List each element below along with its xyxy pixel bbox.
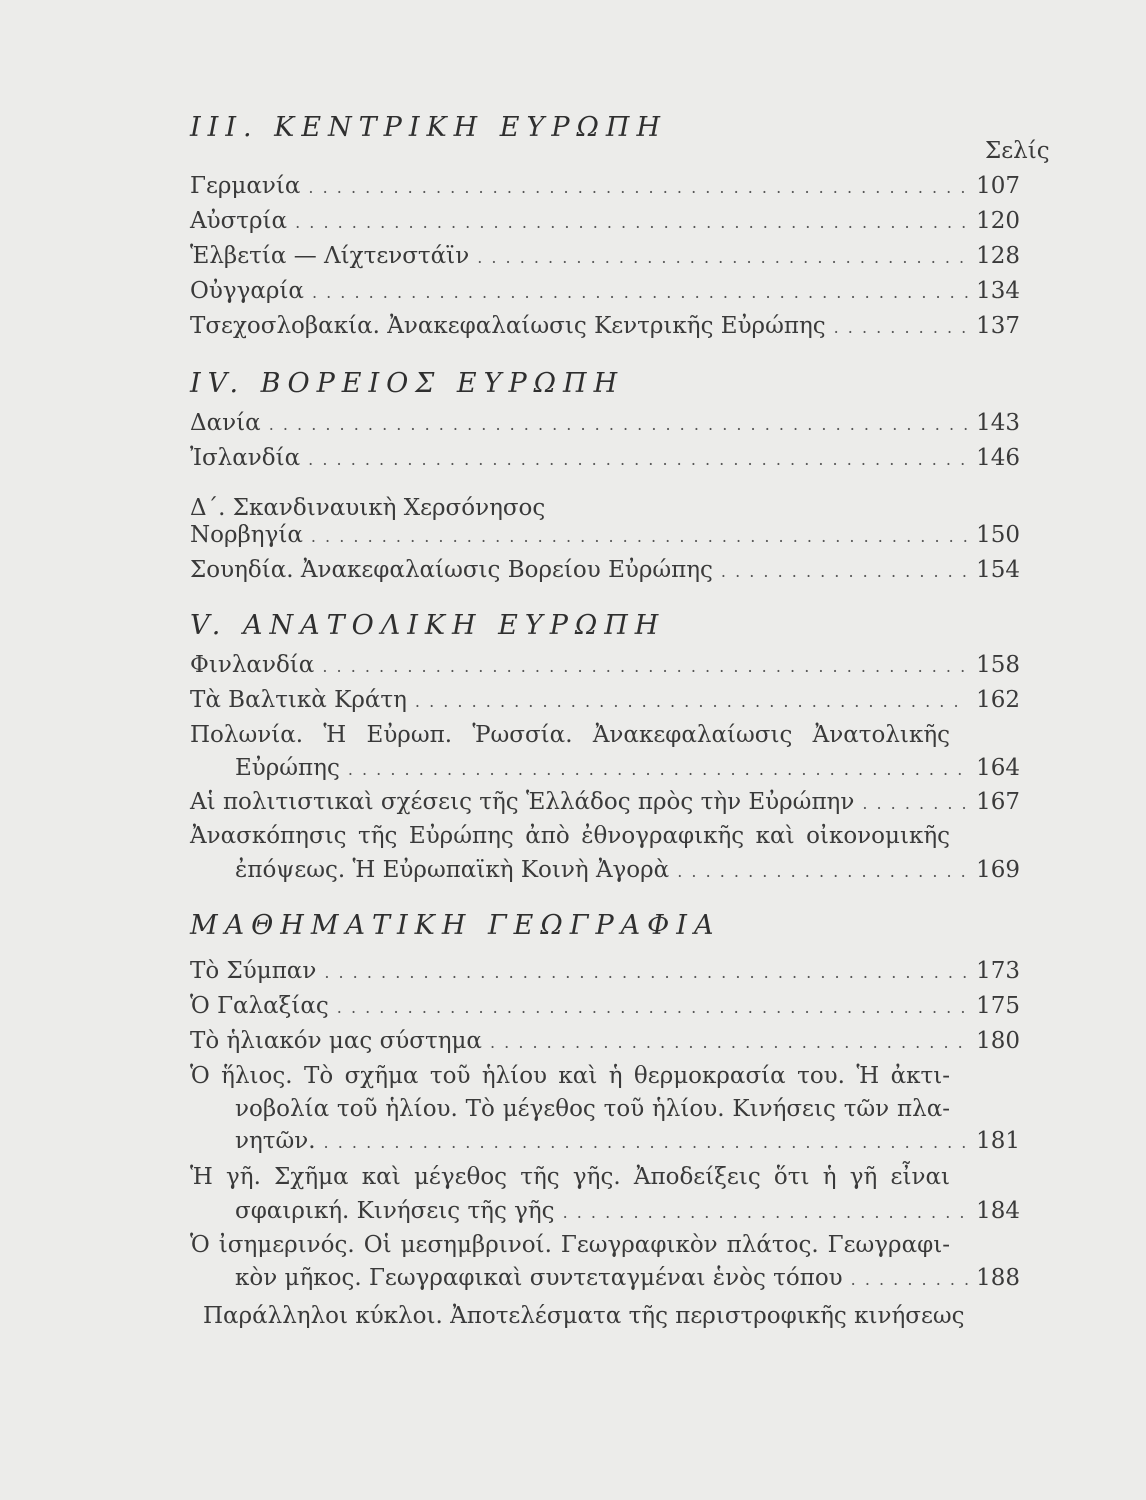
toc-entry: Οὐγγαρία . . . 134	[190, 278, 1020, 312]
section-heading-northern-europe: IV. ΒΟΡΕΙΟΣ ΕΥΡΩΠΗ	[190, 368, 625, 399]
toc-entry: Ἑλβετία — Λίχτενστάϊν . . . 128	[190, 243, 1020, 277]
toc-entry-line: Ὁ ἰσημερινός. Οἱ μεσημβρινοί. Γεωγραφικὸν πλάτος. Γεωγραφι-	[190, 1232, 950, 1258]
toc-entry: Σουηδία. Ἀνακεφαλαίωσις Βορείου Εὐρώπης . . . 154	[190, 557, 1020, 591]
toc-entry: Τὸ Σύμπαν . . . 173	[190, 958, 1020, 992]
toc-entry: ἐπόψεως. Ἡ Εὐρωπαϊκὴ Κοινὴ Ἀγορὰ . . . 169	[235, 857, 1020, 891]
toc-entry: Φινλανδία . . . 158	[190, 652, 1020, 686]
toc-entry: Αὐστρία . . . 120	[190, 208, 1020, 242]
toc-entry: σφαιρική. Κινήσεις τῆς γῆς . . . 184	[235, 1198, 1020, 1232]
toc-entry-line: Ἡ γῆ. Σχῆμα καὶ μέγεθος τῆς γῆς. Ἀποδείξεις ὅτι ἡ γῆ εἶναι	[190, 1164, 950, 1190]
toc-entry: Ἰσλανδία . . . 146	[190, 445, 1020, 479]
toc-entry: Αἱ πολιτιστικαὶ σχέσεις τῆς Ἑλλάδος πρὸς τὴν Εὐρώπην . . . 167	[190, 789, 1020, 823]
toc-entry: Τὰ Βαλτικὰ Κράτη . . . 162	[190, 687, 1020, 721]
toc-entry: κὸν μῆκος. Γεωγραφικαὶ συντεταγμέναι ἑνὸς τόπου . . . 188	[235, 1265, 1020, 1299]
toc-entry: Ὁ Γαλαξίας . . . 175	[190, 993, 1020, 1027]
subsection-heading: Δ΄. Σκανδιναυικὴ Χερσόνησος	[190, 495, 546, 521]
toc-entry-line: Ὁ ἥλιος. Τὸ σχῆμα τοῦ ἡλίου καὶ ἡ θερμοκρασία του. Ἡ ἀκτι-	[190, 1063, 950, 1089]
toc-entry: Δανία . . . 143	[190, 410, 1020, 444]
toc-entry-line: νοβολία τοῦ ἡλίου. Τὸ μέγεθος τοῦ ἡλίου. Κινήσεις τῶν πλα-	[235, 1096, 950, 1122]
page-column-label: Σελίς	[985, 138, 1050, 164]
section-heading-mathematical-geography: ΜΑΘΗΜΑΤΙΚΗ ΓΕΩΓΡΑΦΙΑ	[190, 910, 721, 941]
toc-entry: Γερμανία . . . 107	[190, 173, 1020, 207]
section-heading-eastern-europe: V. ΑΝΑΤΟΛΙΚΗ ΕΥΡΩΠΗ	[190, 610, 666, 641]
toc-entry-line: Πολωνία. Ἡ Εὐρωπ. Ῥωσσία. Ἀνακεφαλαίωσις Ἀνατολικῆς	[190, 722, 950, 748]
toc-entry: Εὐρώπης . . . 164	[235, 755, 1020, 789]
toc-entry-line: Παράλληλοι κύκλοι. Ἀποτελέσματα τῆς περιστροφικῆς κινήσεως	[203, 1303, 965, 1329]
toc-entry: Τσεχοσλοβακία. Ἀνακεφαλαίωσις Κεντρικῆς Εὐρώπης . . . 137	[190, 313, 1020, 347]
toc-entry-line: Ἀνασκόπησις τῆς Εὐρώπης ἀπὸ ἐθνογραφικῆς καὶ οἰκονομικῆς	[190, 823, 950, 849]
toc-entry: νητῶν. . . . 181	[235, 1128, 1020, 1162]
toc-entry: Τὸ ἡλιακόν μας σύστημα . . . 180	[190, 1028, 1020, 1062]
section-heading-central-europe: III. ΚΕΝΤΡΙΚΗ ΕΥΡΩΠΗ	[190, 112, 667, 143]
toc-entry: Νορβηγία . . . 150	[190, 522, 1020, 556]
